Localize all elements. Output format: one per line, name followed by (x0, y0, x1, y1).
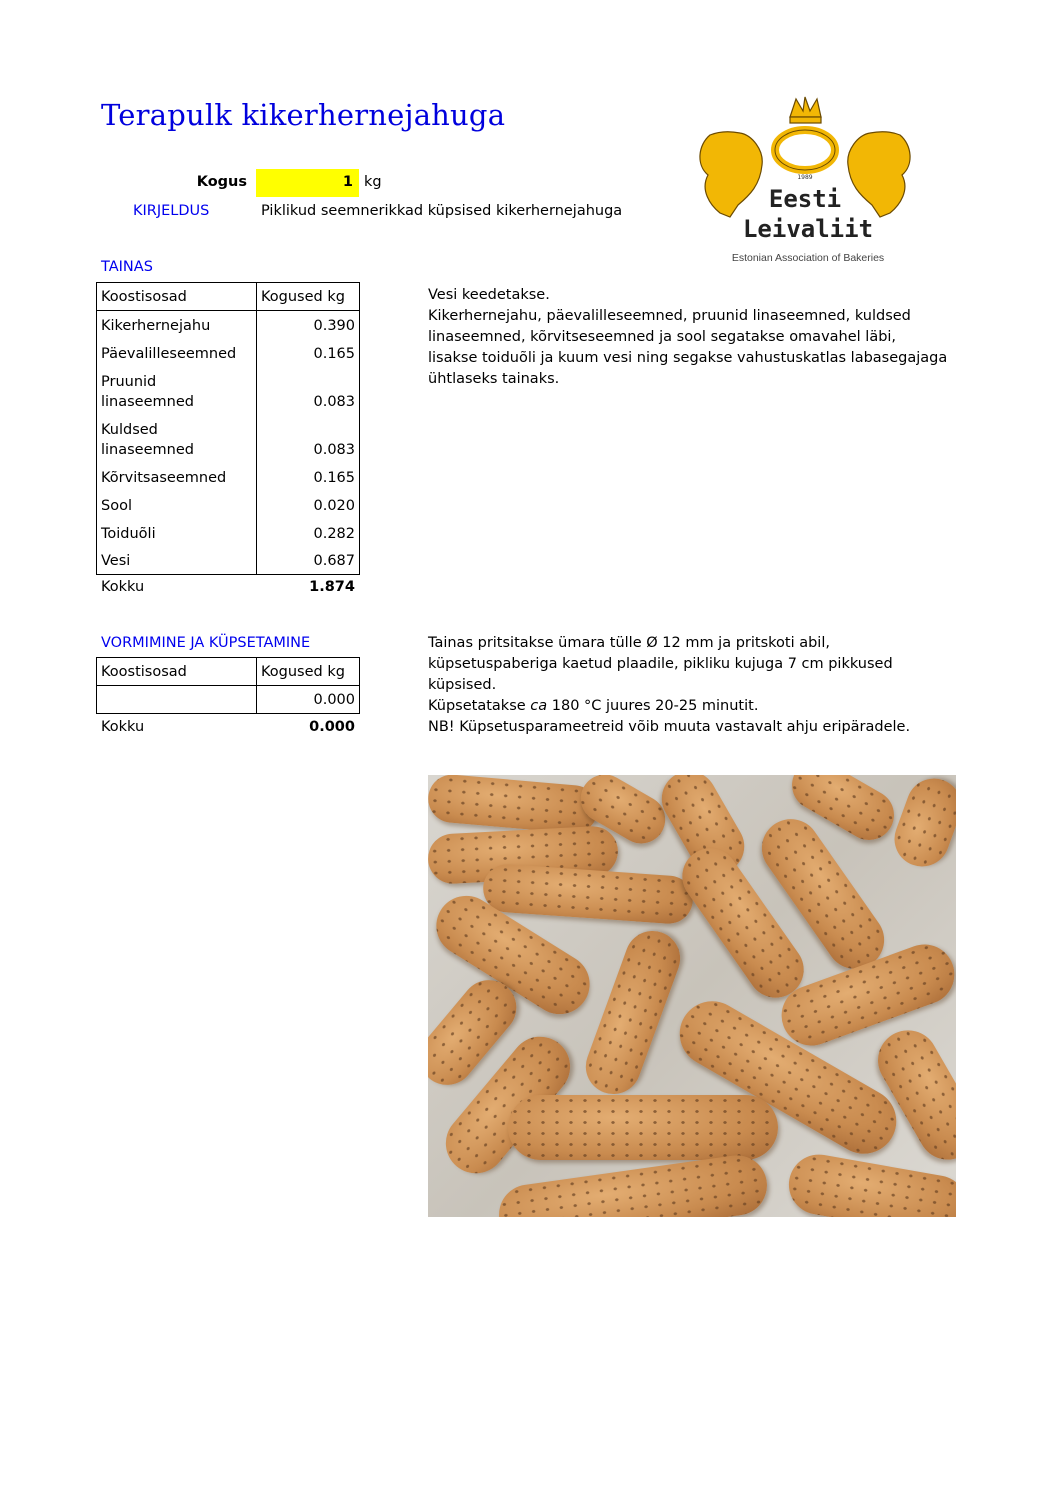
table-header-row (97, 283, 360, 311)
table-row (97, 547, 360, 575)
total-value: 1.874 (309, 579, 355, 595)
total-label: Kokku (101, 579, 145, 595)
product-photo (428, 775, 956, 1217)
dough-instructions (428, 285, 948, 390)
table-row (97, 491, 360, 519)
recipe-title: Terapulk kikerhernejahuga (101, 98, 506, 132)
table-header-row (97, 658, 360, 686)
column-header: Koostisosad (97, 283, 257, 311)
ingredient-qty: 0.165 (257, 339, 360, 367)
table-row (97, 519, 360, 547)
description-text: Piklikud seemnerikkad küpsised kikerhernejahuga (261, 203, 623, 219)
instruction-line (428, 696, 948, 717)
description-label: KIRJELDUS (133, 203, 210, 219)
text: 180 °C juures 20-25 minutit. (547, 698, 759, 714)
ingredient-name (97, 686, 257, 714)
dough-total-row (96, 579, 360, 601)
table-row (97, 367, 360, 415)
text: Küpsetatakse (428, 698, 531, 714)
quantity-unit: kg (364, 174, 382, 190)
shaping-instructions (428, 633, 948, 738)
column-header: Kogused kg (257, 283, 360, 311)
shaping-heading: VORMIMINE JA KÜPSETAMINE (101, 635, 311, 651)
ingredient-name: Kõrvitsaseemned (97, 463, 257, 491)
ingredient-name: Toiduõli (97, 519, 257, 547)
logo-line2: Leivaliit (742, 215, 874, 243)
column-header: Koostisosad (97, 658, 257, 686)
ingredient-name: Vesi (97, 547, 257, 575)
ingredient-qty: 0.687 (257, 547, 360, 575)
ingredient-qty: 0.390 (257, 311, 360, 339)
instruction-line: Kikerhernejahu, päevalilleseemned, pruunid linaseemned, kuldsed linaseemned, kõrvitseseemned ja sool segatakse omavahel läbi, lisakse toiduõli ja kuum vesi ning segakse vahustuskatlas labasegajaga ühtlaseks tainaks. (428, 308, 948, 387)
table-row (97, 311, 360, 339)
dough-heading: TAINAS (101, 259, 153, 275)
table-row (97, 686, 360, 714)
text: ca (530, 698, 548, 714)
quantity-label: Kogus (196, 174, 247, 190)
table-row (97, 415, 360, 463)
ingredient-qty: 0.083 (257, 367, 360, 415)
quantity-field[interactable] (256, 169, 359, 197)
ingredient-qty: 0.020 (257, 491, 360, 519)
total-label: Kokku (101, 719, 145, 735)
shaping-ingredients-table (96, 657, 360, 714)
ingredient-qty: 0.282 (257, 519, 360, 547)
ingredient-qty: 0.083 (257, 415, 360, 463)
ingredient-name: Sool (97, 491, 257, 519)
ingredient-name: Kuldsed linaseemned (97, 415, 257, 463)
dough-ingredients-table (96, 282, 360, 575)
total-value: 0.000 (309, 719, 355, 735)
logo-line1: Eesti (768, 185, 842, 213)
ingredient-name: Pruunid linaseemned (97, 367, 257, 415)
eesti-leivaliit-logo (690, 95, 920, 267)
ingredient-qty: 0.000 (257, 686, 360, 714)
quantity-value: 1 (342, 174, 353, 190)
logo-year: 1989 (797, 174, 813, 181)
table-row (97, 339, 360, 367)
instruction-line: Tainas pritsitakse ümara tülle Ø 12 mm ja pritskoti abil, küpsetuspaberiga kaetud plaadile, pikliku kujuga 7 cm pikkused küpsised. (428, 635, 893, 693)
instruction-line: Vesi keedetakse. (428, 287, 550, 303)
logo-subtitle: Estonian Association of Bakeries (731, 252, 885, 264)
ingredient-name: Päevalilleseemned (97, 339, 257, 367)
table-row (97, 463, 360, 491)
column-header: Kogused kg (257, 658, 360, 686)
shaping-total-row (96, 719, 360, 741)
ingredient-name: Kikerhernejahu (97, 311, 257, 339)
instruction-line: NB! Küpsetusparameetreid võib muuta vastavalt ahju eripäradele. (428, 719, 911, 735)
ingredient-qty: 0.165 (257, 463, 360, 491)
